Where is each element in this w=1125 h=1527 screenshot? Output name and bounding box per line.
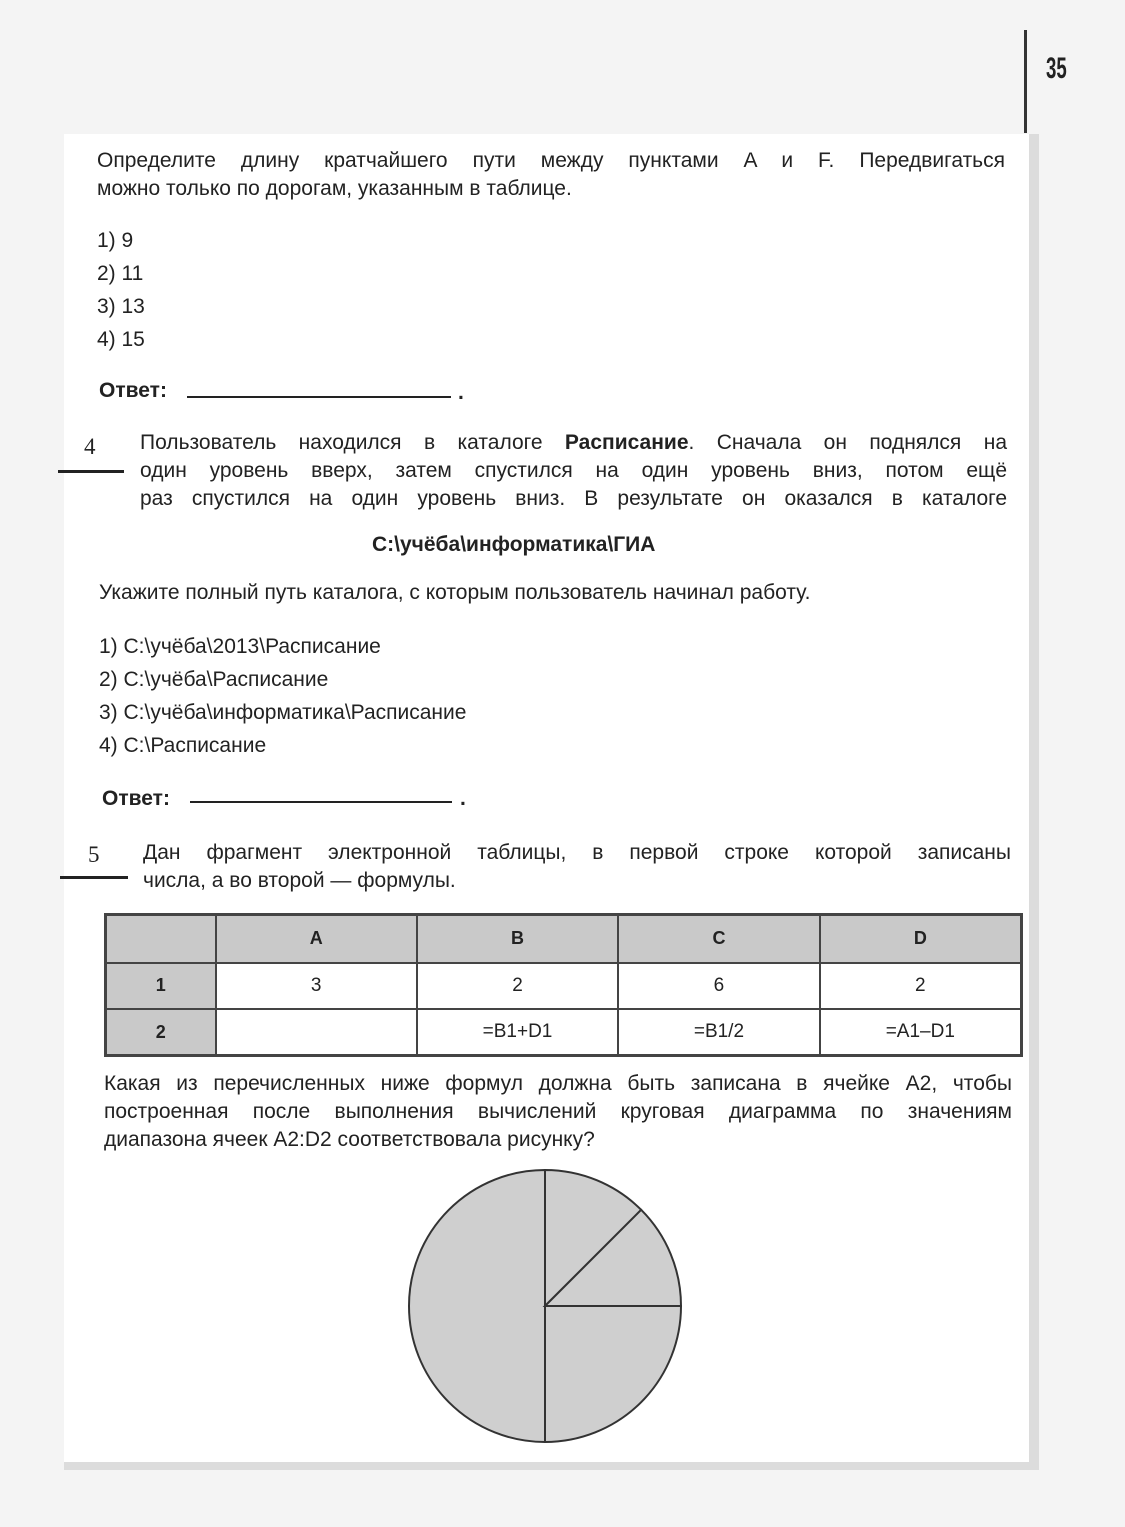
spreadsheet-table bbox=[104, 913, 1023, 1057]
q4-answer-line bbox=[190, 801, 452, 803]
question-4-line-2: один уровень вверх, затем спустился на один уровень вниз, потом ещё bbox=[140, 459, 1007, 482]
prev-option-1: 1) 9 bbox=[97, 229, 134, 252]
prev-answer-label: Ответ: bbox=[99, 379, 167, 402]
prev-question-line-1: Определите длину кратчайшего пути между пунктами A и F. Передвигаться bbox=[97, 149, 1005, 172]
q4-option-2: 2) С:\учёба\Расписание bbox=[99, 668, 329, 691]
question-4-path: С:\учёба\информатика\ГИА bbox=[372, 533, 656, 556]
prev-question-line-2: можно только по дорогам, указанным в таблице. bbox=[97, 177, 572, 200]
q4-option-3: 3) С:\учёба\информатика\Расписание bbox=[99, 701, 467, 724]
col-header-d: D bbox=[820, 915, 1022, 963]
prev-answer-line bbox=[187, 396, 451, 398]
cell-d1: 2 bbox=[820, 963, 1022, 1009]
cell-b2: =B1+D1 bbox=[417, 1009, 618, 1055]
question-5-prompt-line-1: Какая из перечисленных ниже формул должна быть записана в ячейке А2, чтобы bbox=[104, 1072, 1012, 1095]
prev-answer-dot: . bbox=[458, 381, 464, 404]
prev-option-3: 3) 13 bbox=[97, 295, 145, 318]
cell-a2 bbox=[216, 1009, 417, 1055]
question-4-line-1: Пользователь находился в каталоге Расписание. Сначала он поднялся на bbox=[140, 431, 1007, 454]
catalog-name-bold: Расписание bbox=[564, 431, 689, 454]
question-5-marker bbox=[60, 876, 128, 879]
question-4-prompt: Укажите полный путь каталога, с которым пользователь начинал работу. bbox=[99, 581, 811, 604]
cell-d2: =A1–D1 bbox=[820, 1009, 1022, 1055]
q4-answer-label: Ответ: bbox=[102, 787, 170, 810]
question-5-line-2: числа, а во второй — формулы. bbox=[143, 869, 456, 892]
q4-option-4: 4) С:\Расписание bbox=[99, 734, 267, 757]
prev-option-4: 4) 15 bbox=[97, 328, 145, 351]
question-5-prompt-line-3: диапазона ячеек А2:D2 соответствовала рисунку? bbox=[104, 1128, 595, 1151]
q4-answer-dot: . bbox=[460, 787, 466, 810]
q4-option-1: 1) С:\учёба\2013\Расписание bbox=[99, 635, 381, 658]
question-4-line-3: раз спустился на один уровень вниз. В результате он оказался в каталоге bbox=[140, 487, 1007, 510]
row-header-2: 2 bbox=[106, 1009, 216, 1055]
row-header-1: 1 bbox=[106, 963, 216, 1009]
prev-option-2: 2) 11 bbox=[97, 262, 144, 285]
question-5-prompt-line-2: построенная после выполнения вычислений круговая диаграмма по значениям bbox=[104, 1100, 1012, 1123]
corner-cell bbox=[106, 915, 216, 963]
question-5-number: 5 bbox=[88, 842, 100, 867]
page-number-rule bbox=[1024, 30, 1027, 133]
col-header-c: C bbox=[618, 915, 819, 963]
question-5-line-1: Дан фрагмент электронной таблицы, в первой строке которой записаны bbox=[143, 841, 1011, 864]
page-number: 35 bbox=[1046, 52, 1067, 85]
cell-c1: 6 bbox=[618, 963, 819, 1009]
panel-shadow-right bbox=[1029, 134, 1039, 1470]
cell-c2: =B1/2 bbox=[618, 1009, 819, 1055]
panel-shadow-bottom bbox=[64, 1462, 1039, 1470]
cell-a1: 3 bbox=[216, 963, 417, 1009]
cell-b1: 2 bbox=[417, 963, 618, 1009]
pie-slice-4 bbox=[545, 1306, 681, 1442]
col-header-b: B bbox=[417, 915, 618, 963]
question-4-number: 4 bbox=[84, 434, 96, 459]
pie-chart bbox=[405, 1166, 685, 1446]
col-header-a: A bbox=[216, 915, 417, 963]
question-4-marker bbox=[58, 470, 124, 473]
pie-slice-1 bbox=[409, 1170, 545, 1442]
